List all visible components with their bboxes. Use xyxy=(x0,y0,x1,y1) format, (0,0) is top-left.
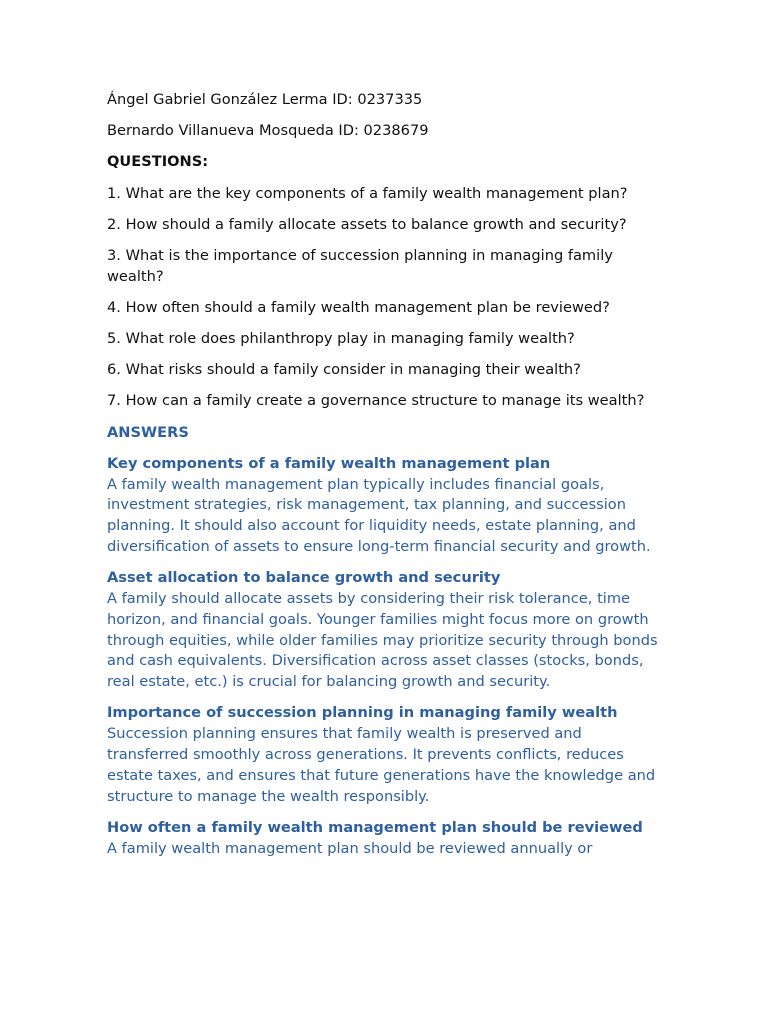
document-page xyxy=(107,90,667,870)
question-item: 4. How often should a family wealth management plan be reviewed? xyxy=(107,298,610,316)
answer-section xyxy=(107,818,667,860)
answer-body: A family wealth management plan typically includes financial goals, investment strategies, risk management, tax planning, and succession planning. It should also account for liquidity needs, estate planning, and diversification of assets to ensure long-term financial security and growth. xyxy=(107,475,651,556)
answer-body: Succession planning ensures that family wealth is preserved and transferred smoothly across generations. It prevents conflicts, reduces estate taxes, and ensures that future generations have the knowledge and structure to manage the wealth responsibly. xyxy=(107,725,656,805)
answer-section xyxy=(107,703,667,807)
answer-section xyxy=(107,568,667,693)
answer-section xyxy=(107,454,667,558)
questions-heading: QUESTIONS: xyxy=(107,153,209,171)
author-line: Ángel Gabriel González Lerma ID: 0237335 xyxy=(107,91,423,108)
answer-title: Asset allocation to balance growth and security xyxy=(107,569,501,587)
answers-heading: ANSWERS xyxy=(107,423,189,441)
answer-title: How often a family wealth management plan should be reviewed xyxy=(107,818,643,836)
question-item: 5. What role does philanthropy play in managing family wealth? xyxy=(107,330,575,348)
answer-title: Key components of a family wealth management plan xyxy=(107,454,551,472)
answer-body: A family wealth management plan should be reviewed annually or xyxy=(107,839,593,857)
question-item: 7. How can a family create a governance structure to manage its wealth? xyxy=(107,392,645,410)
question-item: 2. How should a family allocate assets to balance growth and security? xyxy=(107,215,627,233)
answer-title: Importance of succession planning in managing family wealth xyxy=(107,704,618,722)
question-item: 3. What is the importance of succession planning in managing family wealth? xyxy=(107,246,613,285)
question-item: 1. What are the key components of a family wealth management plan? xyxy=(107,184,628,202)
question-item: 6. What risks should a family consider in managing their wealth? xyxy=(107,361,581,379)
author-line: Bernardo Villanueva Mosqueda ID: 0238679 xyxy=(107,122,429,140)
answer-body: A family should allocate assets by considering their risk tolerance, time horizon, and financial goals. Younger families might focus more on growth through equities, while older families may prioritize security through bonds and cash equivalents. Diversification across asset classes (stocks, bonds, real estate, etc.) is crucial for balancing growth and security. xyxy=(107,590,658,691)
